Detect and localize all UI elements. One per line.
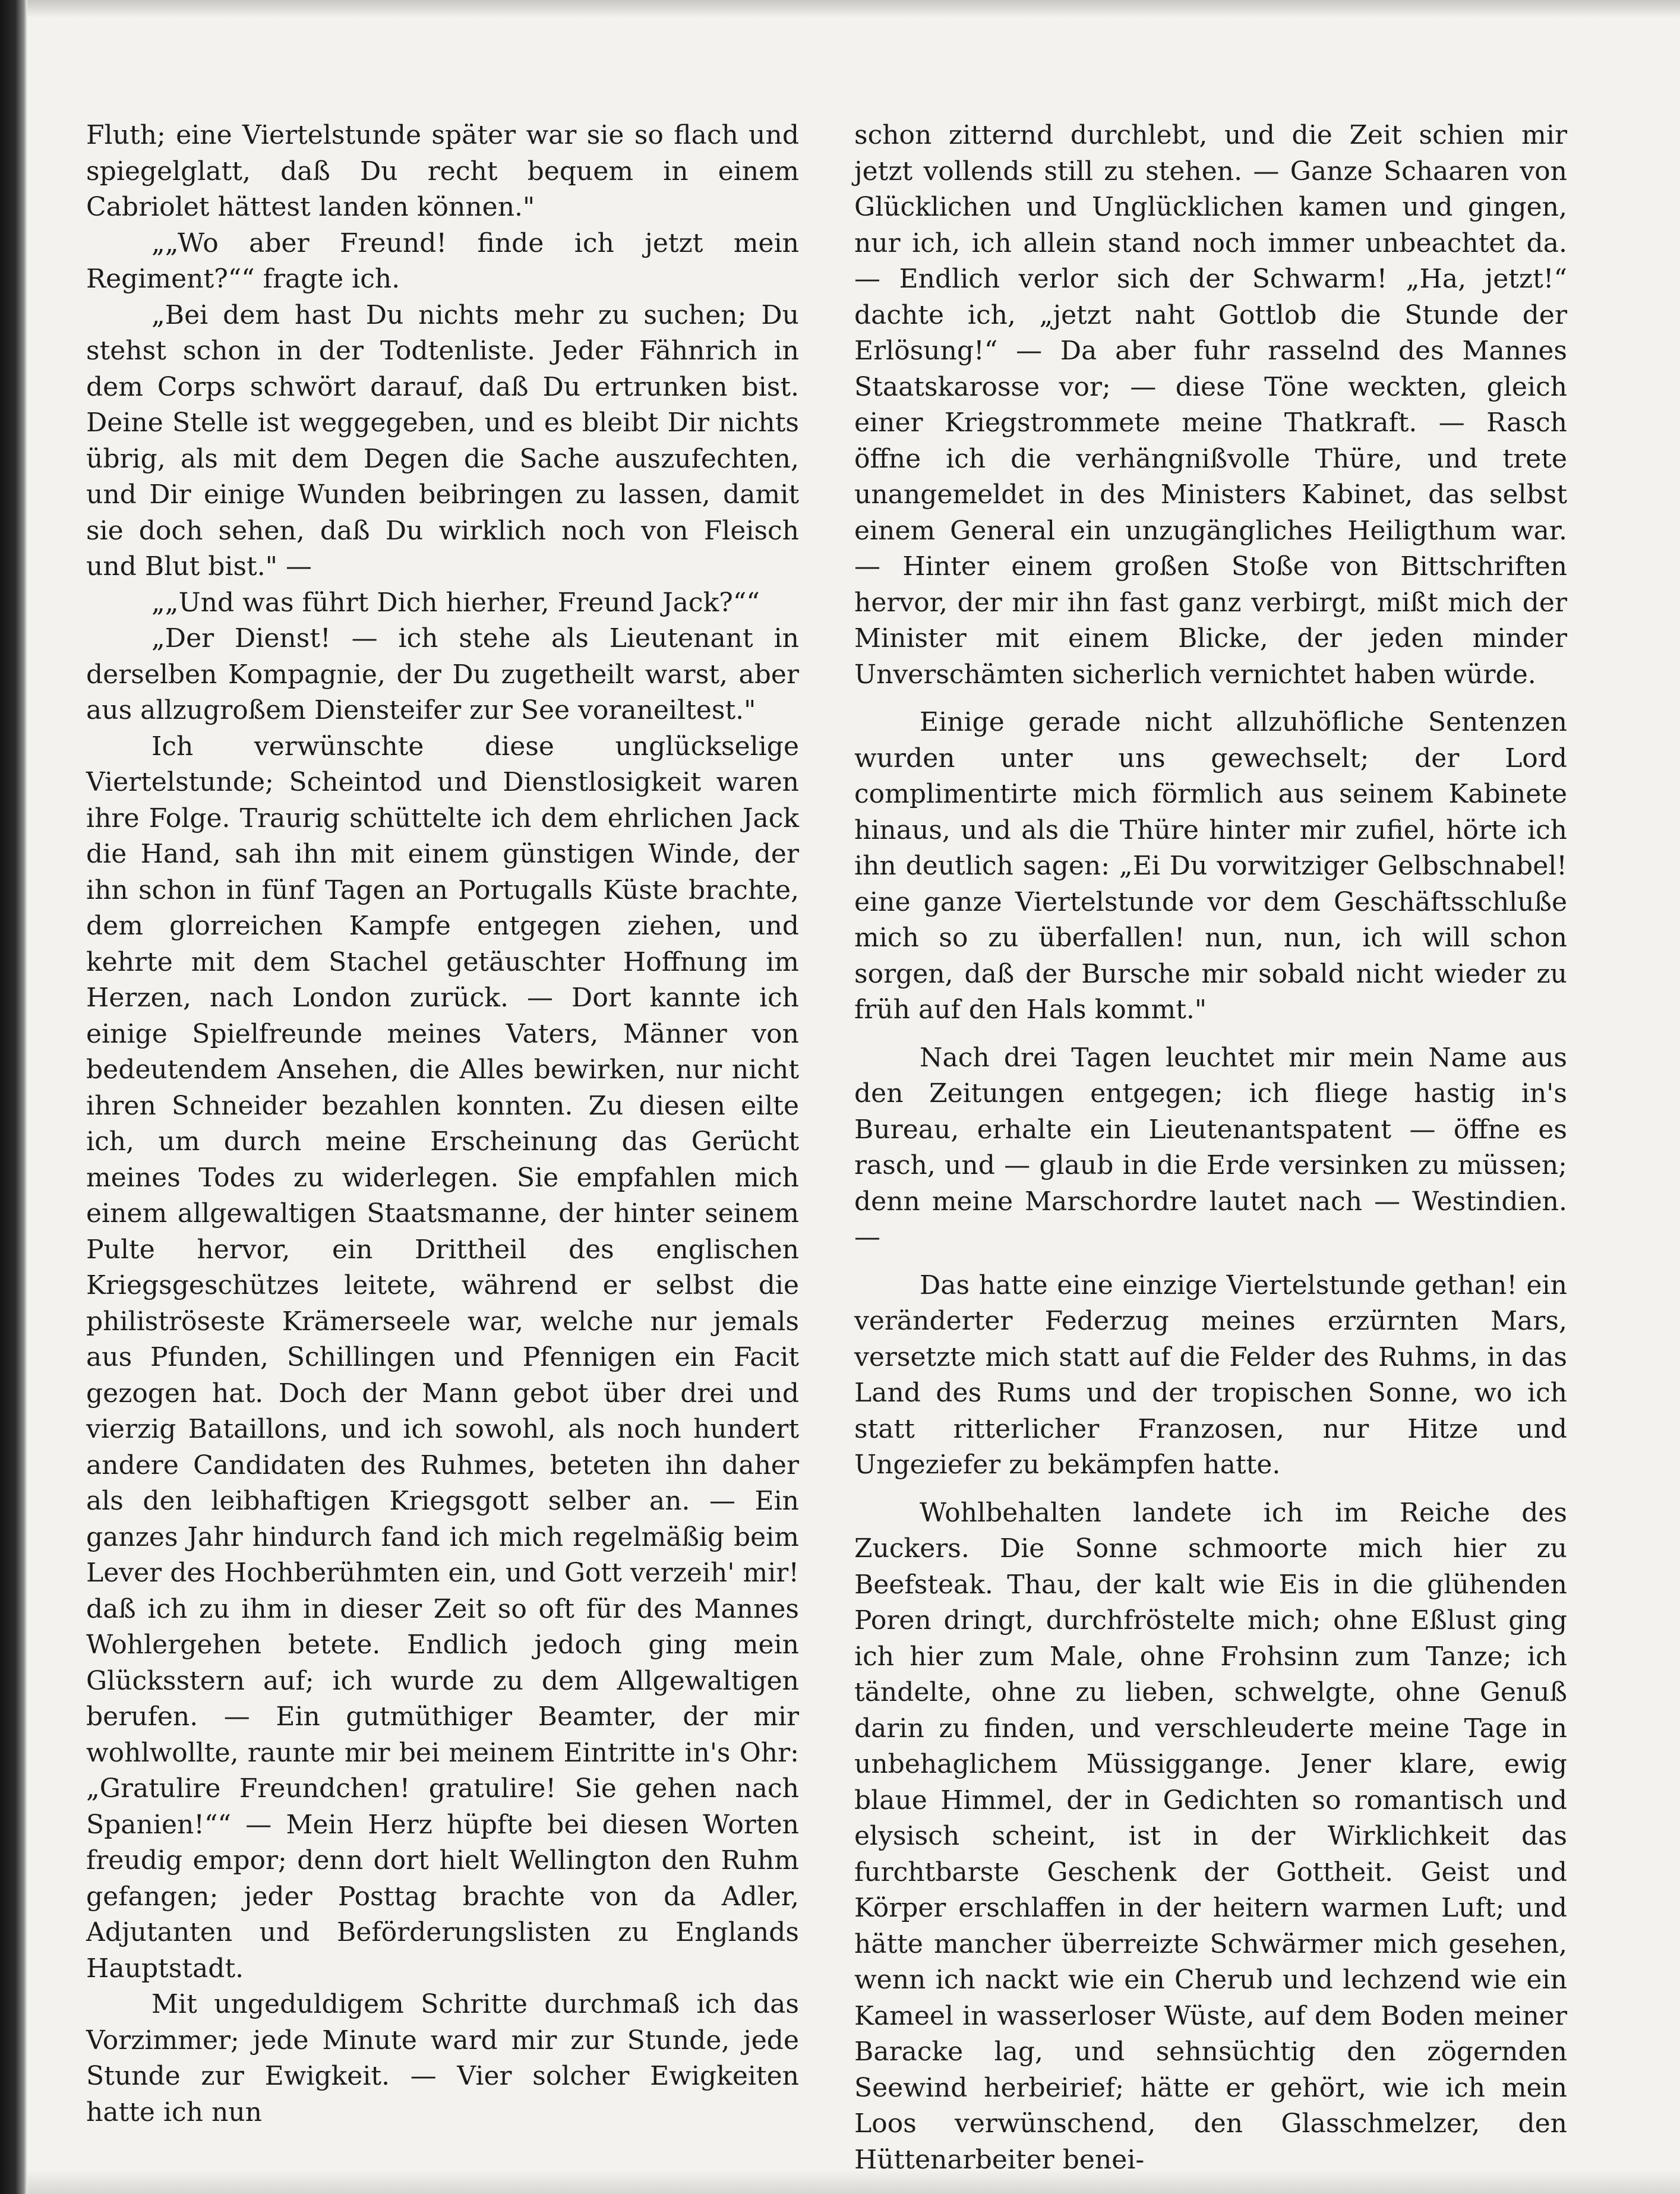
paragraph: „Bei dem hast Du nichts mehr zu suchen; Du stehst schon in der Todtenliste. Jeder Fähnrich in dem Corps schwört darauf, daß Du ertrunken bist. Deine Stelle ist weggegeben, und es bleibt Dir nichts übrig, als mit dem Degen die Sache auszufechten, und Dir einige Wunden beibringen zu lassen, damit sie doch sehen, daß Du wirklich noch von Fleisch und Blut bist." — [86,299,799,582]
paragraph: Nach drei Tagen leuchtet mir mein Name aus den Zeitungen entgegen; ich fliege hastig in's Bureau, erhalte ein Lieutenantspatent — öffne es rasch, und — glaub in die Erde versinken zu müssen; denn meine Marschordre lautet nach — Westindien. — [854,1042,1567,1252]
paragraph: Einige gerade nicht allzuhöfliche Sentenzen wurden unter uns gewechselt; der Lord complimentirte mich förmlich aus seinem Kabinete hinaus, und als die Thüre hinter mir zufiel, hörte ich ihn deutlich sagen: „Ei Du vorwitziger Gelbschnabel! eine ganze Viertelstunde vor dem Geschäftsschluße mich so zu überfallen! nun, nun, ich will schon sorgen, daß der Bursche mir sobald nicht wieder zu früh auf den Hals kommt." [854,707,1567,1025]
paragraph: Mit ungeduldigem Schritte durchmaß ich das Vorzimmer; jede Minute ward mir zur Stunde, jede Stunde zur Ewigkeit. — Vier solcher Ewigkeiten hatte ich nun [86,1989,799,2127]
paragraph: Das hatte eine einzige Viertelstunde gethan! ein veränderter Federzug meines erzürnten Mars, versetzte mich statt auf die Felder des Ruhms, in das Land des Rums und der tropischen Sonne, wo ich statt ritterlicher Franzosen, nur Hitze und Ungeziefer zu bekämpfen hatte. [854,1270,1567,1480]
paragraph: Fluth; eine Viertelstunde später war sie so flach und spiegelglatt, daß Du recht bequem in einem Cabriolet hättest landen können." [86,120,799,222]
scan-binding-edge [0,0,27,2194]
paragraph: schon zitternd durchlebt, und die Zeit schien mir jetzt vollends still zu stehen. — Ganze Schaaren von Glücklichen und Unglücklichen kamen und gingen, nur ich, ich allein stand noch immer unbeachtet da. — Endlich verlor sich der Schwarm! „Ha, jetzt!“ dachte ich, „jetzt naht Gottlob die Stunde der Erlösung!“ — Da aber fuhr rasselnd des Mannes Staatskarosse vor; — diese Töne weckten, gleich einer Kriegstrommete meine Thatkraft. — Rasch öffne ich die verhängnißvolle Thüre, und trete unangemeldet in des Ministers Kabinet, das selbst einem General ein unzugängliches Heiligthum war. — Hinter einem großen Stoße von Bittschriften hervor, der mir ihn fast ganz verbirgt, mißt mich der Minister mit einem Blicke, der jeden minder Unverschämten sicherlich vernichtet haben würde. [854,120,1567,690]
scan-top-edge [27,0,1680,18]
paragraph: Wohlbehalten landete ich im Reiche des Zuckers. Die Sonne schmoorte mich hier zu Beefsteak. Thau, der kalt wie Eis in die glühenden Poren dringt, durchfröstelte mich; ohne Eßlust ging ich hier zum Male, ohne Frohsinn zum Tanze; ich tändelte, ohne zu lieben, schwelgte, ohne Genuß darin zu finden, und verschleuderte meine Tage in unbehaglichem Müssiggange. Jener klare, ewig blaue Himmel, der in Gedichten so romantisch und elysisch scheint, ist in der Wirklichkeit das furchtbarste Geschenk der Gottheit. Geist und Körper erschlaffen in der heitern warmen Luft; und hätte mancher überreizte Schwärmer mich gesehen, wenn ich nackt wie ein Cherub und lechzend wie ein Kameel in wasserloser Wüste, auf dem Boden meiner Baracke lag, und sehnsüchtig den zögernden Seewind herbeirief; hätte er gehört, wie ich mein Loos verwünschend, den Glasschmelzer, den Hüttenarbeiter benei- [854,1497,1567,2175]
paragraph: „Der Dienst! — ich stehe als Lieutenant in derselben Kompagnie, der Du zugetheilt warst, aber aus allzugroßem Diensteifer zur See voraneiltest." [86,623,799,725]
paragraph: Ich verwünschte diese unglückselige Viertelstunde; Scheintod und Dienstlosigkeit waren ihre Folge. Traurig schüttelte ich dem ehrlichen Jack die Hand, sah ihn mit einem günstigen Winde, der ihn schon in fünf Tagen an Portugalls Küste brachte, dem glorreichen Kampfe entgegen ziehen, und kehrte mit dem Stachel getäuschter Hoffnung im Herzen, nach London zurück. — Dort kannte ich einige Spielfreunde meines Vaters, Männer von bedeutendem Ansehen, die Alles bewirken, nur nicht ihren Schneider bezahlen konnten. Zu diesen eilte ich, um durch meine Erscheinung das Gerücht meines Todes zu widerlegen. Sie empfahlen mich einem allgewaltigen Staatsmanne, der hinter seinem Pulte hervor, ein Drittheil des englischen Kriegsgeschützes leitete, während er selbst die philiströseste Krämerseele war, welche nur jemals aus Pfunden, Schillingen und Pfennigen ein Facit gezogen hat. Doch der Mann gebot über drei und vierzig Bataillons, und ich sowohl, als noch hundert andere Candidaten des Ruhmes, beteten ihn daher als den leibhaftigen Kriegsgott selber an. — Ein ganzes Jahr hindurch fand ich mich regelmäßig beim Lever des Hochberühmten ein, und Gott verzeih' mir! daß ich zu ihm in dieser Zeit so oft für des Mannes Wohlergehen betete. Endlich jedoch ging mein Glücksstern auf; ich wurde zu dem Allgewaltigen berufen. — Ein gutmüthiger Beamter, der mir wohlwollte, raunte mir bei meinem Eintritte in's Ohr: „Gratulire Freundchen! gratulire! Sie gehen nach Spanien!““ — Mein Herz hüpfte bei diesen Worten freudig empor; denn dort hielt Wellington den Ruhm gefangen; jeder Posttag brachte von da Adler, Adjutanten und Beförderungslisten zu Englands Hauptstadt. [86,731,799,1984]
paragraph: „„Wo aber Freund! finde ich jetzt mein Regiment?““ fragte ich. [86,228,799,294]
right-column [854,118,1567,2178]
paragraph: „„Und was führt Dich hierher, Freund Jack?““ [151,587,760,618]
left-column [86,118,799,2130]
